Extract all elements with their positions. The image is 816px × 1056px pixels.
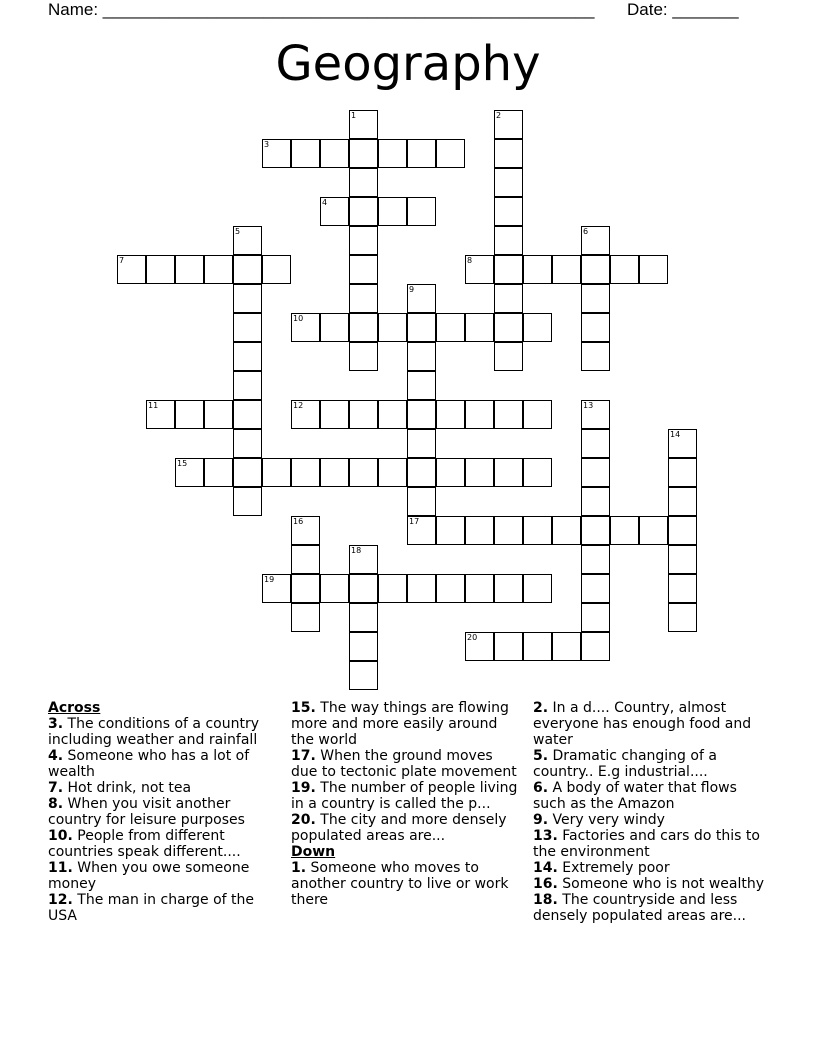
grid-cell[interactable] — [233, 458, 262, 487]
grid-cell[interactable] — [233, 284, 262, 313]
grid-cell[interactable] — [175, 458, 204, 487]
clue-item — [533, 700, 768, 748]
grid-cell[interactable] — [494, 632, 523, 661]
grid-cell[interactable] — [262, 574, 291, 603]
grid-cell[interactable] — [494, 255, 523, 284]
grid-cell[interactable] — [349, 255, 378, 284]
clue-number: 4 — [322, 198, 328, 207]
clue-item-text: In a d.... Country, almost everyone has enough food and water — [533, 700, 752, 748]
clue-item-number: 15. — [291, 700, 316, 716]
clue-number: 18 — [351, 546, 362, 555]
grid-cell[interactable] — [407, 487, 436, 516]
grid-cell[interactable] — [465, 516, 494, 545]
grid-cell[interactable] — [349, 603, 378, 632]
grid-cell[interactable] — [523, 313, 552, 342]
grid-cell[interactable] — [581, 342, 610, 371]
grid-cell[interactable] — [407, 429, 436, 458]
clue-item — [48, 716, 278, 748]
clue-item-number: 2. — [533, 700, 549, 716]
grid-cell[interactable] — [494, 139, 523, 168]
grid-cell[interactable] — [407, 574, 436, 603]
clue-item-text: The way things are flowing more and more easily around the world — [291, 700, 509, 748]
clue-item-number: 8. — [48, 796, 64, 812]
page-title: Geography — [275, 36, 541, 92]
grid-cell[interactable] — [494, 342, 523, 371]
clue-number: 17 — [409, 517, 420, 526]
grid-cell[interactable] — [407, 371, 436, 400]
clue-item-text: When the ground moves due to tectonic plate movement — [291, 748, 517, 780]
grid-cell[interactable] — [262, 139, 291, 168]
grid-cell[interactable] — [581, 516, 610, 545]
grid-cell[interactable] — [204, 400, 233, 429]
clue-item-text: Extremely poor — [557, 860, 670, 876]
grid-cell[interactable] — [523, 400, 552, 429]
grid-cell[interactable] — [349, 139, 378, 168]
clue-number: 6 — [583, 227, 589, 236]
clue-number: 12 — [293, 401, 304, 410]
grid-cell[interactable] — [407, 400, 436, 429]
clue-item-number: 17. — [291, 748, 316, 764]
grid-cell[interactable] — [320, 197, 349, 226]
clue-item — [48, 796, 278, 828]
clue-number: 19 — [264, 575, 275, 584]
grid-cell[interactable] — [378, 400, 407, 429]
grid-cell[interactable] — [349, 342, 378, 371]
grid-cell[interactable] — [407, 458, 436, 487]
grid-cell[interactable] — [552, 255, 581, 284]
grid-cell[interactable] — [668, 458, 697, 487]
grid-cell[interactable] — [291, 516, 320, 545]
grid-cell[interactable] — [465, 400, 494, 429]
down-clue-list-continued — [533, 700, 768, 924]
clue-item — [533, 812, 768, 828]
clue-item — [533, 748, 768, 780]
grid-cell[interactable] — [407, 284, 436, 313]
grid-cell[interactable] — [552, 516, 581, 545]
clue-number: 1 — [351, 111, 357, 120]
grid-cell[interactable] — [349, 313, 378, 342]
clue-number: 3 — [264, 140, 270, 149]
clue-item-number: 13. — [533, 828, 558, 844]
grid-cell[interactable] — [436, 458, 465, 487]
grid-cell[interactable] — [349, 661, 378, 690]
grid-cell[interactable] — [407, 313, 436, 342]
grid-cell[interactable] — [668, 574, 697, 603]
grid-cell[interactable] — [146, 255, 175, 284]
down-clue-list — [291, 860, 523, 908]
grid-cell[interactable] — [494, 197, 523, 226]
across-clue-list — [48, 716, 278, 924]
grid-cell[interactable] — [494, 110, 523, 139]
grid-cell[interactable] — [610, 255, 639, 284]
grid-cell[interactable] — [581, 487, 610, 516]
clue-item-number: 18. — [533, 892, 558, 908]
clue-item-number: 7. — [48, 780, 64, 796]
clue-item-text: Someone who is not wealthy — [557, 876, 764, 892]
clue-number: 11 — [148, 401, 159, 410]
clue-item-text: The conditions of a country including weather and rainfall — [48, 716, 259, 748]
grid-cell[interactable] — [233, 487, 262, 516]
clue-item-text: Very very windy — [548, 812, 665, 828]
clue-number: 15 — [177, 459, 188, 468]
clue-item-number: 12. — [48, 892, 73, 908]
grid-cell[interactable] — [262, 458, 291, 487]
grid-cell[interactable] — [523, 574, 552, 603]
grid-cell[interactable] — [668, 516, 697, 545]
clue-item-text: When you visit another country for leisure purposes — [48, 796, 245, 828]
grid-cell[interactable] — [233, 255, 262, 284]
grid-cell[interactable] — [291, 139, 320, 168]
grid-cell[interactable] — [204, 458, 233, 487]
grid-cell[interactable] — [320, 574, 349, 603]
clue-item — [533, 860, 768, 876]
clue-item-text: Factories and cars do this to the environment — [533, 828, 760, 860]
grid-cell[interactable] — [523, 255, 552, 284]
clue-item — [291, 700, 523, 748]
clue-item-number: 10. — [48, 828, 73, 844]
grid-cell[interactable] — [465, 632, 494, 661]
grid-cell[interactable] — [639, 516, 668, 545]
grid-cell[interactable] — [175, 400, 204, 429]
grid-cell[interactable] — [494, 574, 523, 603]
grid-cell[interactable] — [320, 139, 349, 168]
grid-cell[interactable] — [349, 197, 378, 226]
clue-item-text: The man in charge of the USA — [48, 892, 255, 924]
grid-cell[interactable] — [465, 458, 494, 487]
grid-cell[interactable] — [494, 516, 523, 545]
grid-cell[interactable] — [291, 545, 320, 574]
clue-item-text: Someone who moves to another country to live or work there — [291, 860, 509, 908]
grid-cell[interactable] — [291, 400, 320, 429]
clue-item — [48, 748, 278, 780]
clue-item-number: 16. — [533, 876, 558, 892]
clue-item — [533, 828, 768, 860]
grid-cell[interactable] — [146, 400, 175, 429]
grid-cell[interactable] — [349, 284, 378, 313]
clue-item-number: 6. — [533, 780, 549, 796]
clue-item — [533, 780, 768, 812]
grid-cell[interactable] — [291, 603, 320, 632]
clue-item — [48, 828, 278, 860]
clue-item-number: 11. — [48, 860, 73, 876]
grid-cell[interactable] — [436, 139, 465, 168]
clue-item-number: 9. — [533, 812, 549, 828]
clue-item-number: 19. — [291, 780, 316, 796]
across-clue-list-continued — [291, 700, 523, 844]
grid-cell[interactable] — [175, 255, 204, 284]
grid-cell[interactable] — [436, 313, 465, 342]
name-field-label: Name: ____________________________________________________ — [48, 0, 595, 19]
grid-cell[interactable] — [436, 400, 465, 429]
grid-cell[interactable] — [233, 313, 262, 342]
grid-cell[interactable] — [233, 371, 262, 400]
grid-cell[interactable] — [436, 574, 465, 603]
grid-cell[interactable] — [581, 400, 610, 429]
grid-cell[interactable] — [581, 574, 610, 603]
clue-item-number: 14. — [533, 860, 558, 876]
grid-cell[interactable] — [291, 574, 320, 603]
clue-number: 2 — [496, 111, 502, 120]
grid-cell[interactable] — [233, 226, 262, 255]
grid-cell[interactable] — [349, 400, 378, 429]
clue-item-text: The countryside and less densely populated areas are... — [533, 892, 746, 924]
clue-item — [48, 860, 278, 892]
grid-cell[interactable] — [494, 226, 523, 255]
clue-item-text: Dramatic changing of a country.. E.g industrial.... — [533, 748, 717, 780]
grid-cell[interactable] — [407, 516, 436, 545]
grid-cell[interactable] — [610, 516, 639, 545]
grid-cell[interactable] — [523, 632, 552, 661]
grid-cell[interactable] — [378, 139, 407, 168]
grid-cell[interactable] — [233, 429, 262, 458]
clue-item-number: 3. — [48, 716, 64, 732]
grid-cell[interactable] — [668, 545, 697, 574]
clue-number: 5 — [235, 227, 241, 236]
across-heading: Across — [48, 700, 101, 716]
clue-item-text: People from different countries speak different.... — [48, 828, 241, 860]
grid-cell[interactable] — [378, 574, 407, 603]
clue-number: 9 — [409, 285, 415, 294]
grid-cell[interactable] — [523, 516, 552, 545]
clue-item — [291, 748, 523, 780]
clue-number: 13 — [583, 401, 594, 410]
grid-cell[interactable] — [494, 400, 523, 429]
grid-cell[interactable] — [320, 313, 349, 342]
clue-item — [291, 812, 523, 844]
clues-column-3 — [533, 700, 768, 924]
grid-cell[interactable] — [465, 255, 494, 284]
grid-cell[interactable] — [291, 313, 320, 342]
grid-cell[interactable] — [581, 429, 610, 458]
grid-cell[interactable] — [262, 255, 291, 284]
clue-item-text: The number of people living in a country is called the p... — [291, 780, 518, 812]
clue-item — [291, 780, 523, 812]
grid-cell[interactable] — [581, 458, 610, 487]
grid-cell[interactable] — [581, 632, 610, 661]
clue-number: 7 — [119, 256, 125, 265]
clue-number: 14 — [670, 430, 681, 439]
clue-item — [533, 876, 768, 892]
grid-cell[interactable] — [349, 545, 378, 574]
grid-cell[interactable] — [668, 487, 697, 516]
grid-cell[interactable] — [378, 197, 407, 226]
grid-cell[interactable] — [523, 458, 552, 487]
clue-item — [533, 892, 768, 924]
grid-cell[interactable] — [233, 400, 262, 429]
grid-cell[interactable] — [378, 313, 407, 342]
clues-column-1 — [48, 700, 278, 924]
grid-cell[interactable] — [349, 458, 378, 487]
clue-item-number: 5. — [533, 748, 549, 764]
clue-item-text: Hot drink, not tea — [63, 780, 192, 796]
grid-cell[interactable] — [581, 284, 610, 313]
grid-cell[interactable] — [465, 574, 494, 603]
down-heading: Down — [291, 844, 336, 860]
grid-cell[interactable] — [494, 168, 523, 197]
grid-cell[interactable] — [349, 110, 378, 139]
clue-item — [48, 892, 278, 924]
grid-cell[interactable] — [349, 632, 378, 661]
clues-column-2 — [291, 700, 523, 908]
grid-cell[interactable] — [552, 632, 581, 661]
clue-item-text: When you owe someone money — [48, 860, 250, 892]
grid-cell[interactable] — [465, 313, 494, 342]
grid-cell[interactable] — [320, 458, 349, 487]
grid-cell[interactable] — [668, 603, 697, 632]
grid-cell[interactable] — [349, 226, 378, 255]
grid-cell[interactable] — [407, 342, 436, 371]
date-field-label: Date: _______ — [627, 0, 739, 19]
clue-item-number: 20. — [291, 812, 316, 828]
grid-cell[interactable] — [407, 139, 436, 168]
grid-cell[interactable] — [494, 458, 523, 487]
clue-item — [48, 780, 278, 796]
grid-cell[interactable] — [233, 342, 262, 371]
clue-number: 20 — [467, 633, 478, 642]
grid-cell[interactable] — [320, 400, 349, 429]
grid-cell[interactable] — [494, 313, 523, 342]
clue-item-number: 1. — [291, 860, 307, 876]
grid-cell[interactable] — [407, 197, 436, 226]
clue-item-text: Someone who has a lot of wealth — [48, 748, 250, 780]
grid-cell[interactable] — [494, 284, 523, 313]
clue-item-text: The city and more densely populated areas are... — [291, 812, 507, 844]
clue-item-number: 4. — [48, 748, 64, 764]
grid-cell[interactable] — [436, 516, 465, 545]
clue-number: 16 — [293, 517, 304, 526]
grid-cell[interactable] — [291, 458, 320, 487]
grid-cell[interactable] — [581, 603, 610, 632]
clue-item-text: A body of water that flows such as the Amazon — [533, 780, 737, 812]
grid-cell[interactable] — [117, 255, 146, 284]
grid-cell[interactable] — [378, 458, 407, 487]
grid-cell[interactable] — [204, 255, 233, 284]
grid-cell[interactable] — [349, 168, 378, 197]
grid-cell[interactable] — [581, 226, 610, 255]
grid-cell[interactable] — [581, 545, 610, 574]
clue-number: 8 — [467, 256, 473, 265]
grid-cell[interactable] — [349, 574, 378, 603]
clue-item — [291, 860, 523, 908]
grid-cell[interactable] — [581, 255, 610, 284]
clue-number: 10 — [293, 314, 304, 323]
grid-cell[interactable] — [668, 429, 697, 458]
grid-cell[interactable] — [581, 313, 610, 342]
grid-cell[interactable] — [639, 255, 668, 284]
